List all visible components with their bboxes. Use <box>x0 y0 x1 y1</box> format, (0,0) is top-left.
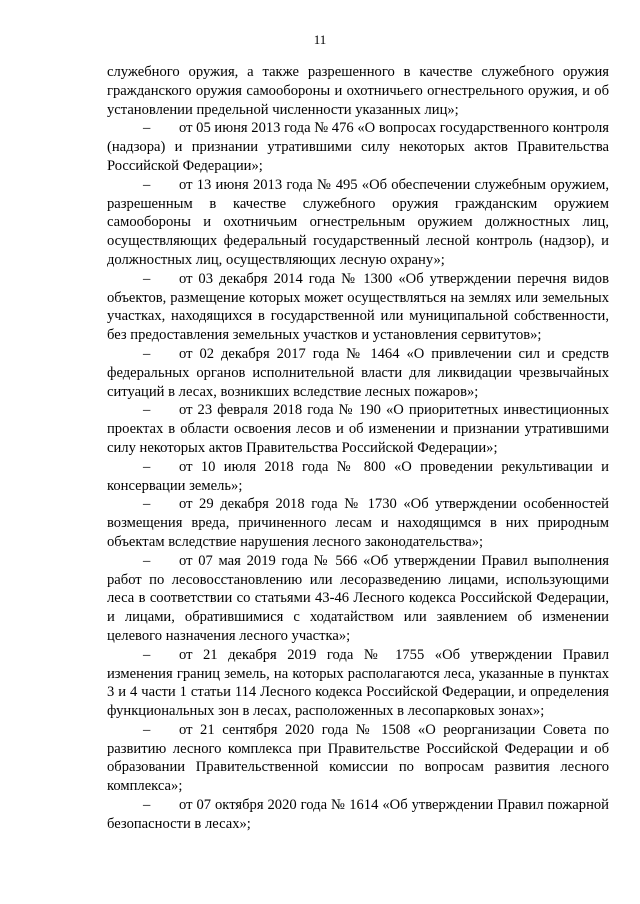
list-item <box>107 796 609 834</box>
paragraph-text: от 23 февраля 2018 года № 190 «О приоритетных инвестиционных проектах в области освоения лесов и об изменении и признании утратившими силу некоторых актов Правительства Российской Федерации»; <box>107 402 609 456</box>
list-item <box>107 345 609 401</box>
paragraph-text: от 07 мая 2019 года № 566 «Об утверждении Правил выполнения работ по лесовосстановлению или лесоразведению лицами, использующими леса в соответствии со статьями 43-46 Лесного кодекса Российской Федерации, и лицами, обратившимися с ходатайством или заявлением об изменении целевого назначения лесного участка»; <box>107 552 609 644</box>
dash-marker: – <box>143 176 151 193</box>
dash-marker: – <box>143 402 151 419</box>
page-number: 11 <box>313 32 327 47</box>
list-item <box>107 401 609 457</box>
paragraph-text: служебного оружия, а также разрешенного в качестве служебного оружия гражданского оружия самообороны и охотничьего огнестрельного оружия, и об установлении предельной численности указанных лиц»; <box>107 64 609 118</box>
dash-marker: – <box>143 496 151 513</box>
dash-marker: – <box>143 721 151 738</box>
paragraph-text: от 21 сентября 2020 года № 1508 «О реорганизации Совета по развитию лесного комплекса при Правительстве Российской Федерации и об образовании Правительственной комиссии по вопросам развития лесного комплекса»; <box>107 721 609 795</box>
paragraph-text: от 07 октября 2020 года № 1614 «Об утверждении Правил пожарной безопасности в лесах»; <box>107 797 609 832</box>
paragraph-text: от 03 декабря 2014 года № 1300 «Об утверждении перечня видов объектов, размещение которых может осуществляться на землях или земельных участках, находящихся в государственной или муниципальной собственности, без предоставления земельных участков и установления сервитутов»; <box>107 270 609 344</box>
document-body <box>107 63 609 834</box>
dash-marker: – <box>143 797 151 814</box>
dash-marker: – <box>143 458 151 475</box>
list-item <box>107 119 609 175</box>
paragraph-text: от 05 июня 2013 года № 476 «О вопросах государственного контроля (надзора) и признании утратившими силу некоторых актов Правительства Российской Федерации»; <box>107 120 609 174</box>
paragraph-text: от 10 июля 2018 года № 800 «О проведении рекультивации и консервации земель»; <box>107 458 609 494</box>
list-item <box>107 721 609 796</box>
list-item <box>107 176 609 270</box>
list-item <box>107 552 609 646</box>
dash-marker: – <box>143 552 151 569</box>
dash-marker: – <box>143 646 151 663</box>
list-item-continuation <box>107 63 609 119</box>
list-item <box>107 270 609 345</box>
paragraph-text: от 02 декабря 2017 года № 1464 «О привлечении сил и средств федеральных органов исполнительной власти для ликвидации чрезвычайных ситуаций в лесах, возникших вследствие лесных пожаров»; <box>107 345 609 400</box>
paragraph-text: от 13 июня 2013 года № 495 «Об обеспечении служебным оружием, разрешенным в качестве служебного оружия гражданским оружием самообороны и охотничьим огнестрельным оружием должностных лиц, осуществляющих федеральный государственный лесной контроль (надзор), и должностных лиц, осуществляющих лесную охрану»; <box>107 176 609 268</box>
dash-marker: – <box>143 270 151 287</box>
dash-marker: – <box>143 345 151 362</box>
list-item <box>107 458 609 496</box>
list-item <box>107 495 609 551</box>
list-item <box>107 646 609 721</box>
paragraph-text: от 21 декабря 2019 года № 1755 «Об утверждении Правил изменения границ земель, на которых располагаются леса, указанные в пунктах 3 и 4 части 1 статьи 114 Лесного кодекса Российской Федерации, и определения функциональных зон в лесах, расположенных в лесопарковых зонах»; <box>107 646 609 720</box>
paragraph-text: от 29 декабря 2018 года № 1730 «Об утверждении особенностей возмещения вреда, причиненного лесам и находящимся в них природным объектам вследствие нарушения лесного законодательства»; <box>107 496 609 550</box>
dash-marker: – <box>143 120 151 137</box>
